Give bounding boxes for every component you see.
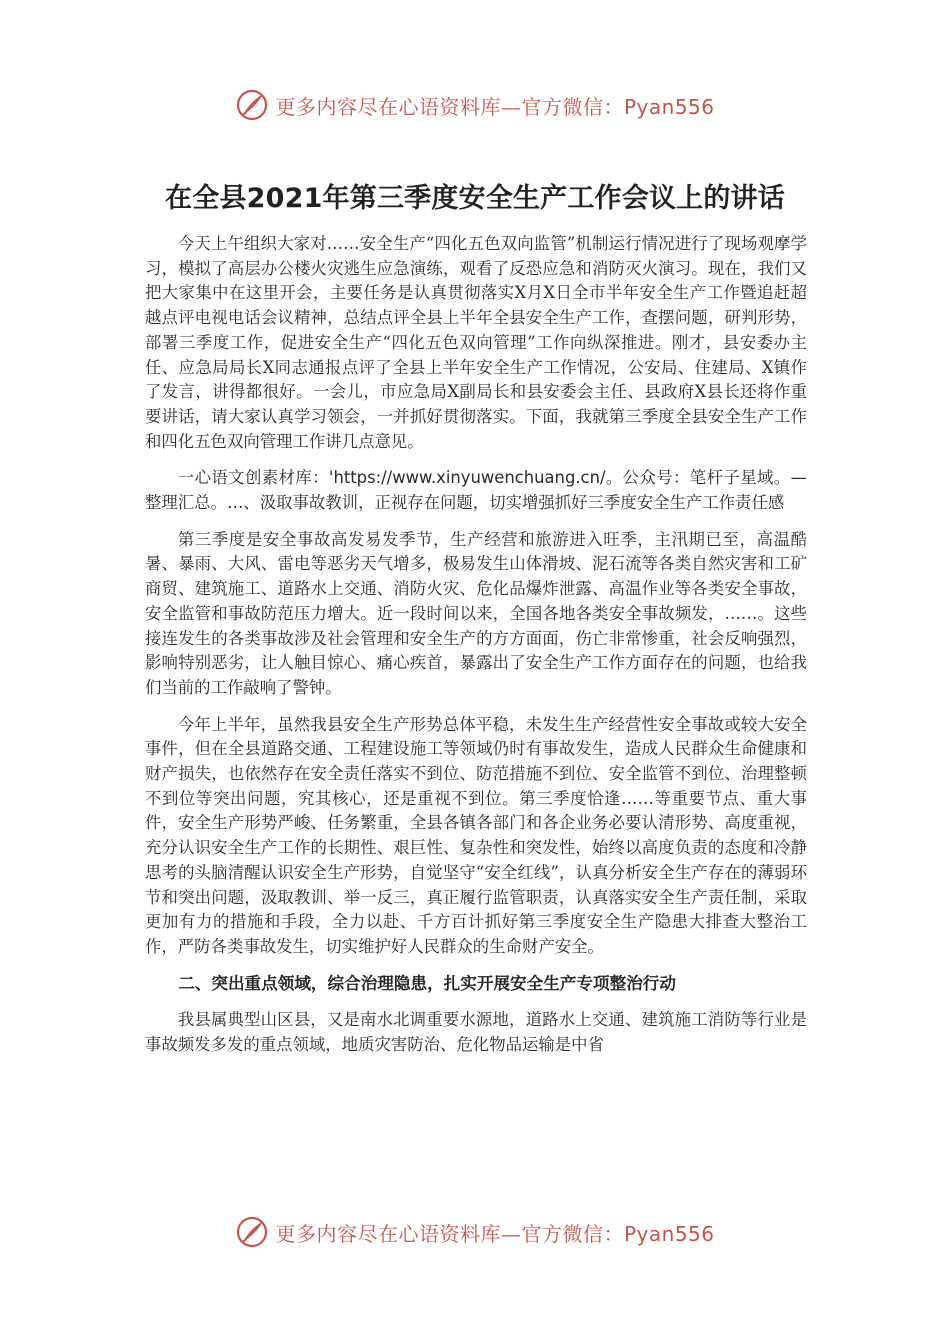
paragraph-season-risk: 第三季度是安全事故高发易发季节，生产经营和旅游进入旺季，主汛期已至，高温酷暑、暴雨、大风、雷电等恶劣天气增多，极易发生山体滑坡、泥石流等各类自然灾害和工矿商贸、建筑施工、道路水上交通、消防火灾、危化品爆炸泄露、高温作业等各类安全事故，安全监管和事故防范压力增大。近一段时间以来，全国各地各类安全事故频发，……。这些接连发生的各类事故涉及社会管理和安全生产的方方面面，伤亡非常惨重，社会反响强烈，影响特别恶劣，让人触目惊心、痛心疾首，暴露出了安全生产工作方面存在的问题，也给我们当前的工作敲响了警钟。 [145, 529, 807, 697]
footer-wechat-id: Pyan556 [623, 1221, 715, 1246]
header-banner-slogan: 更多内容尽在心语资料库—官方微信： [275, 94, 624, 119]
paragraph-first-half-review: 今年上半年，虽然我县安全生产形势总体平稳，未发生生产经营性安全事故或较大安全事件，但在全县道路交通、工程建设施工等领域仍时有事故发生，造成人民群众生命健康和财产损失，也依然存在安全责任落实不到位、防范措施不到位、安全监管不到位、治理整顿不到位等突出问题，究其核心，还是重视不到位。第三季度恰逢……等重要节点、重大事件，安全生产形势严峻、任务繁重，全县各镇各部门和各企业务必要认清形势、高度重视，充分认识安全生产工作的长期性、艰巨性、复杂性和突发性，始终以高度负责的态度和冷静思考的头脑清醒认识安全生产形势，自觉坚守“安全红线”，认真分析安全生产存在的薄弱环节和突出问题，汲取教训、举一反三，真正履行监管职责，认真落实安全生产责任制，采取更加有力的措施和手段，全力以赴、千方百计抓好第三季度安全生产隐患大排查大整治工作，严防各类事故发生，切实维护好人民群众的生命财产安全。 [145, 714, 807, 956]
document-body [145, 232, 807, 1070]
paragraph-intro: 今天上午组织大家对……安全生产“四化五色双向监管”机制运行情况进行了现场观摩学习，模拟了高层办公楼火灾逃生应急演练，观看了反恐应急和消防灭火演习。现在，我们又把大家集中在这里开会，主要任务是认真贯彻落实X月X日全市半年安全生产工作暨追赶超越点评电视电话会议精神，总结点评全县上半年全县安全生产工作，查摆问题，研判形势，部署三季度工作，促进安全生产“四化五色双向管理”工作向纵深推进。刚才，县安委办主任、应急局局长X同志通报点评了全县上半年安全生产工作情况，公安局、住建局、X镇作了发言，讲得都很好。一会儿，市应急局X副局长和县安委会主任、县政府X县长还将作重要讲话，请大家认真学习领会，一并抓好贯彻落实。下面，我就第三季度全县安全生产工作和四化五色双向管理工作讲几点意见。 [145, 234, 807, 451]
paragraph-source-note: 一心语文创素材库：'https://www.xinyuwenchuang.cn/。公众号：笔杆子星域。—整理汇总。…、汲取事故教训，正视存在问题，切实增强抓好三季度安全生产工作责任感 [145, 468, 807, 513]
footer-banner-text [275, 1218, 714, 1247]
quill-pen-logo-icon [235, 1215, 269, 1249]
section-heading-2: 二、突出重点领域，综合治理隐患，扎实开展安全生产专项整治行动 [178, 973, 676, 993]
footer-banner [0, 1212, 950, 1252]
footer-banner-slogan: 更多内容尽在心语资料库—官方微信： [275, 1221, 624, 1246]
page-title: 在全县2021年第三季度安全生产工作会议上的讲话 [165, 183, 785, 214]
header-banner [0, 85, 950, 125]
header-wechat-id: Pyan556 [623, 94, 715, 119]
header-banner-text [275, 91, 714, 120]
paragraph-key-areas: 我县属典型山区县，又是南水北调重要水源地，道路水上交通、建筑施工消防等行业是事故频发多发的重点领域，地质灾害防治、危化物品运输是中省 [145, 1010, 807, 1055]
quill-pen-logo-icon [235, 88, 269, 122]
